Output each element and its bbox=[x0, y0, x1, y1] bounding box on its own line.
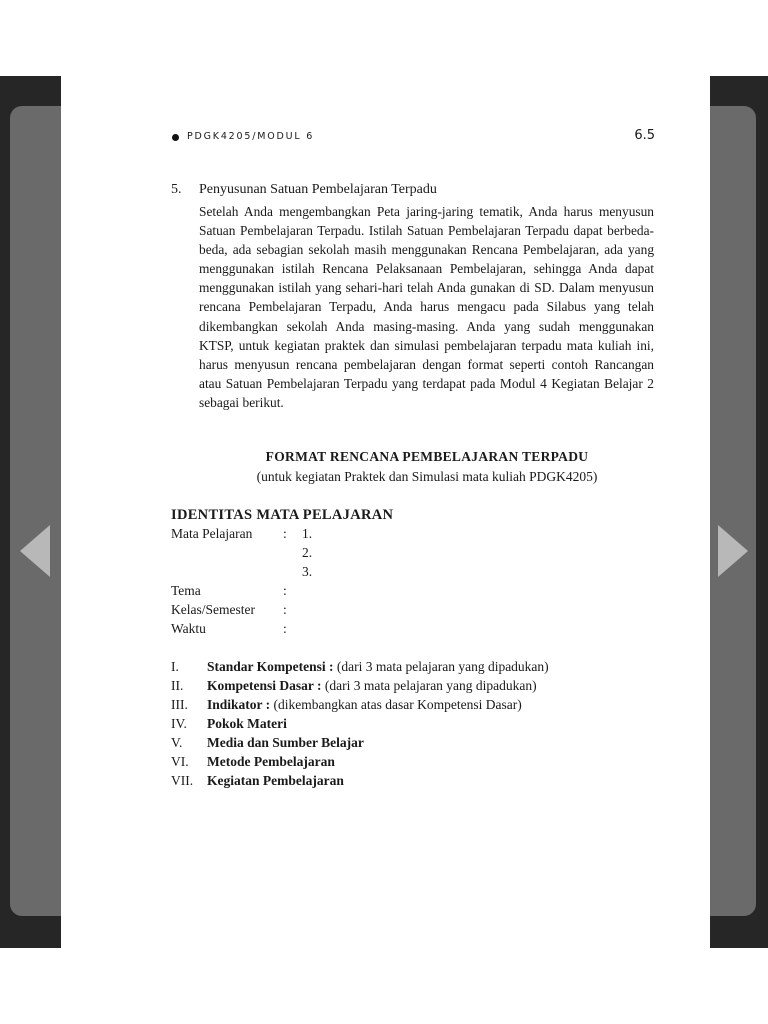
field-colon: : bbox=[283, 602, 287, 617]
running-head: PDGK4205/MODUL 6 bbox=[187, 131, 315, 142]
paragraph-line: Rencana Pembelajaran, ada yang menggunakan istilah Rencana bbox=[199, 242, 655, 277]
field-value: 1. bbox=[302, 526, 313, 541]
field-label: Mata Pelajaran bbox=[171, 526, 253, 541]
paragraph-line: Pembelajaran Terpadu, Anda harus mengacu pada Silabus yang telah bbox=[248, 299, 654, 315]
field-label: Waktu bbox=[171, 621, 206, 636]
identitas-heading: IDENTITAS MATA PELAJARAN bbox=[171, 507, 394, 523]
paragraph-line: menyusun Satuan Pembelajaran Terpadu. Istilah Satuan Pembelajaran bbox=[199, 204, 654, 239]
list-item-bold: Standar Kompetensi : bbox=[207, 659, 334, 674]
field-value: 3. bbox=[302, 564, 313, 579]
list-numeral: II. bbox=[171, 678, 184, 693]
list-numeral: III. bbox=[171, 697, 188, 712]
page-number: 6.5 bbox=[634, 128, 655, 143]
paragraph-line: Setelah Anda mengembangkan Peta jaring-jaring tematik, Anda harus bbox=[199, 204, 593, 219]
list-item bbox=[207, 678, 537, 694]
paragraph-line: terpadu mata kuliah ini, harus menyusun rencana pembelajaran dengan bbox=[199, 337, 655, 372]
previous-page-icon[interactable] bbox=[18, 523, 52, 579]
paragraph-line: Terpadu dapat berbeda-beda, ada sebagian sekolah masih menggunakan bbox=[199, 223, 654, 258]
list-item bbox=[207, 735, 364, 751]
list-item-bold: Metode Pembelajaran bbox=[207, 754, 335, 769]
field-label: Tema bbox=[171, 583, 201, 598]
field-label: Kelas/Semester bbox=[171, 602, 255, 617]
list-item bbox=[207, 659, 549, 675]
page-header bbox=[172, 128, 655, 151]
list-item bbox=[207, 773, 344, 789]
list-item bbox=[207, 716, 287, 732]
next-page-icon[interactable] bbox=[716, 523, 750, 579]
bullet-icon bbox=[172, 134, 179, 141]
paragraph-line: menggunakan KTSP, untuk kegiatan praktek dan simulasi pembelajaran bbox=[199, 318, 654, 353]
list-item bbox=[207, 754, 335, 770]
paragraph-line: yang sehari-hari telah Anda gunakan di SD. Dalam menyusun rencana bbox=[199, 280, 654, 315]
paragraph-line: format seperti contoh Rancangan atau Satuan Pembelajaran Terpadu bbox=[199, 356, 654, 391]
list-item-rest: (dari 3 mata pelajaran yang dipadukan) bbox=[333, 659, 549, 674]
field-colon: : bbox=[283, 621, 287, 636]
list-item bbox=[207, 697, 522, 713]
list-numeral: V. bbox=[171, 735, 183, 750]
list-item-bold: Kompetensi Dasar : bbox=[207, 678, 322, 693]
list-numeral: VII. bbox=[171, 773, 194, 788]
list-item-bold: Indikator : bbox=[207, 697, 271, 712]
list-item-rest: (dari 3 mata pelajaran yang dipadukan) bbox=[321, 678, 537, 693]
document-page bbox=[61, 76, 710, 948]
format-title: FORMAT RENCANA PEMBELAJARAN TERPADU bbox=[265, 449, 589, 464]
list-item-bold: Kegiatan Pembelajaran bbox=[207, 773, 344, 788]
section-title: Penyusunan Satuan Pembelajaran Terpadu bbox=[199, 182, 437, 197]
list-numeral: IV. bbox=[171, 716, 187, 731]
field-colon: : bbox=[283, 583, 287, 598]
paragraph-line: dikembangkan sekolah Anda masing-masing. Anda yang sudah bbox=[199, 318, 571, 334]
field-colon: : bbox=[283, 526, 287, 541]
paragraph-line: yang terdapat pada Modul 4 Kegiatan Belajar 2 sebagai berikut. bbox=[199, 375, 654, 410]
list-item-rest: (dikembangkan atas dasar Kompetensi Dasar) bbox=[270, 697, 522, 712]
section-number: 5. bbox=[171, 182, 182, 197]
format-subtitle: (untuk kegiatan Praktek dan Simulasi mata kuliah PDGK4205) bbox=[256, 469, 598, 484]
list-item-bold: Media dan Sumber Belajar bbox=[207, 735, 364, 750]
section-paragraph bbox=[199, 202, 654, 412]
list-numeral: VI. bbox=[171, 754, 189, 769]
field-value: 2. bbox=[302, 545, 313, 560]
list-item-bold: Pokok Materi bbox=[207, 716, 287, 731]
list-numeral: I. bbox=[171, 659, 179, 674]
paragraph-line: Pelaksanaan Pembelajaran, sehingga Anda dapat menggunakan istilah bbox=[199, 261, 654, 296]
document-viewer bbox=[0, 76, 768, 948]
